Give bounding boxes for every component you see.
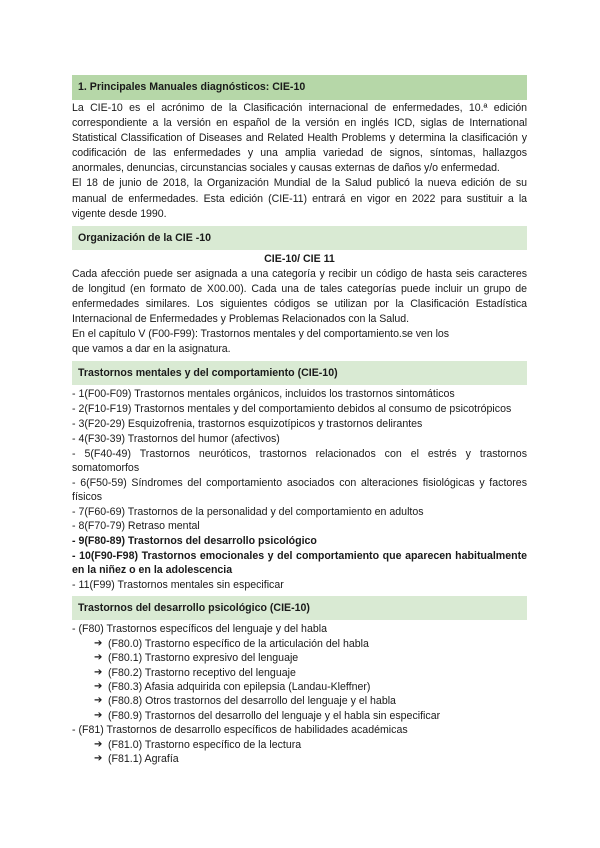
paragraph-codigos: Cada afección puede ser asignada a una categoría y recibir un código de hasta seis caracteres de longitud (en formato de X00.00). Cada una de tales categorías puede incluir un grupo de enfermedades similares. Los siguientes códigos se utilizan por la Clasificación Estadística Internacional de Enfermedades y Problemas Relacionados con la Salud.: [72, 267, 527, 326]
sub-list-item: [72, 637, 527, 651]
list-item-highlighted: - 9(F80-89) Trastornos del desarrollo psicológico: [72, 535, 317, 548]
section-heading-principales-manuales: 1. Principales Manuales diagnósticos: CIE-10: [72, 75, 527, 100]
group-title-f81: - (F81) Trastornos de desarrollo específicos de habilidades académicas: [72, 724, 408, 737]
arrow-right-icon: ➔: [94, 666, 103, 678]
sub-list-item-text: (F81.0) Trastorno específico de la lectura: [108, 738, 302, 751]
arrow-right-icon: ➔: [94, 637, 103, 649]
list-item: - 3(F20-29) Esquizofrenia, trastornos esquizotípicos y trastornos delirantes: [72, 417, 423, 430]
list-item: - 1(F00-F09) Trastornos mentales orgánicos, incluidos los trastornos sintomáticos: [72, 388, 455, 401]
paragraph-cie11-announcement: El 18 de junio de 2018, la Organización Mundial de la Salud publicó la nueva edición de su manual de enfermedades. Esta edición (CIE-11) entrará en vigor en 2022 para sustituir a la vigente desde 1990.: [72, 177, 527, 220]
document-page: [72, 75, 527, 766]
section-heading-organizacion: Organización de la CIE -10: [72, 226, 527, 250]
list-item: - 2(F10-F19) Trastornos mentales y del comportamiento debidos al consumo de psicotrópicos: [72, 403, 512, 416]
sub-list-item-text: (F81.1) Agrafía: [108, 752, 179, 765]
paragraph-cie10-definition: La CIE-10 es el acrónimo de la Clasificación internacional de enfermedades, 10.ª edición correspondiente a la versión en español de la versión en inglés ICD, siglas de International Statistical Classification of Diseases and Related Health Problems y determina la clasificación y codificación de las enfermedades y una amplia variedad de signos, síntomas, hallazgos anormales, denuncias, circunstancias sociales y causas externas de daños y/o enfermedad.: [72, 102, 527, 175]
sub-list-item-text: (F80.2) Trastorno receptivo del lenguaje: [108, 666, 296, 679]
sub-list-item: [72, 666, 527, 680]
list-item: - 8(F70-79) Retraso mental: [72, 520, 200, 533]
sub-list-item: [72, 680, 527, 694]
list-item-highlighted: - 10(F90-F98) Trastornos emocionales y del comportamiento que aparecen habitualmente en la niñez o en la adolescencia: [72, 550, 527, 577]
list-item: - 11(F99) Trastornos mentales sin especificar: [72, 579, 284, 592]
list-item: - 5(F40-49) Trastornos neuróticos, trastornos relacionados con el estrés y trastornos somatomorfos: [72, 447, 527, 474]
sub-list-item: [72, 651, 527, 665]
subtitle-cie10-cie11: CIE-10/ CIE 11: [264, 252, 335, 265]
arrow-right-icon: ➔: [94, 709, 103, 721]
arrow-right-icon: ➔: [94, 752, 103, 764]
section-heading-trastornos-mentales: Trastornos mentales y del comportamiento (CIE-10): [72, 361, 527, 385]
sub-list-item-text: (F80.8) Otros trastornos del desarrollo del lenguaje y el habla: [108, 695, 396, 708]
sub-list-item-text: (F80.3) Afasia adquirida con epilepsia (Landau-Kleffner): [108, 680, 371, 693]
sub-list-item: [72, 752, 527, 766]
sub-list-item-text: (F80.0) Trastorno específico de la articulación del habla: [108, 637, 369, 650]
arrow-right-icon: ➔: [94, 738, 103, 750]
sub-list-item-text: (F80.1) Trastorno expresivo del lenguaje: [108, 652, 299, 665]
arrow-right-icon: ➔: [94, 680, 103, 692]
sub-list-item: [72, 694, 527, 708]
arrow-right-icon: ➔: [94, 695, 103, 707]
group-title-f80: - (F80) Trastornos específicos del lenguaje y del habla: [72, 623, 327, 636]
sub-list-item-text: (F80.9) Trastornos del desarrollo del lenguaje y el habla sin especificar: [108, 709, 441, 722]
sub-list-item: [72, 738, 527, 752]
list-item: - 7(F60-69) Trastornos de la personalidad y del comportamiento en adultos: [72, 505, 424, 518]
section-heading-desarrollo-psicologico: Trastornos del desarrollo psicológico (CIE-10): [72, 596, 527, 620]
list-item: - 6(F50-59) Síndromes del comportamiento asociados con alteraciones fisiológicas y factores físicos: [72, 476, 527, 503]
trastornos-list: [72, 387, 527, 592]
list-item: - 4(F30-39) Trastornos del humor (afectivos): [72, 432, 280, 445]
sub-list-item: [72, 709, 527, 723]
paragraph-capitulo-v: En el capítulo V (F00-F99): Trastornos mentales y del comportamiento.se ven los que vamos a dar en la asignatura.: [72, 328, 450, 356]
desarrollo-list: [72, 622, 527, 766]
arrow-right-icon: ➔: [94, 652, 103, 664]
